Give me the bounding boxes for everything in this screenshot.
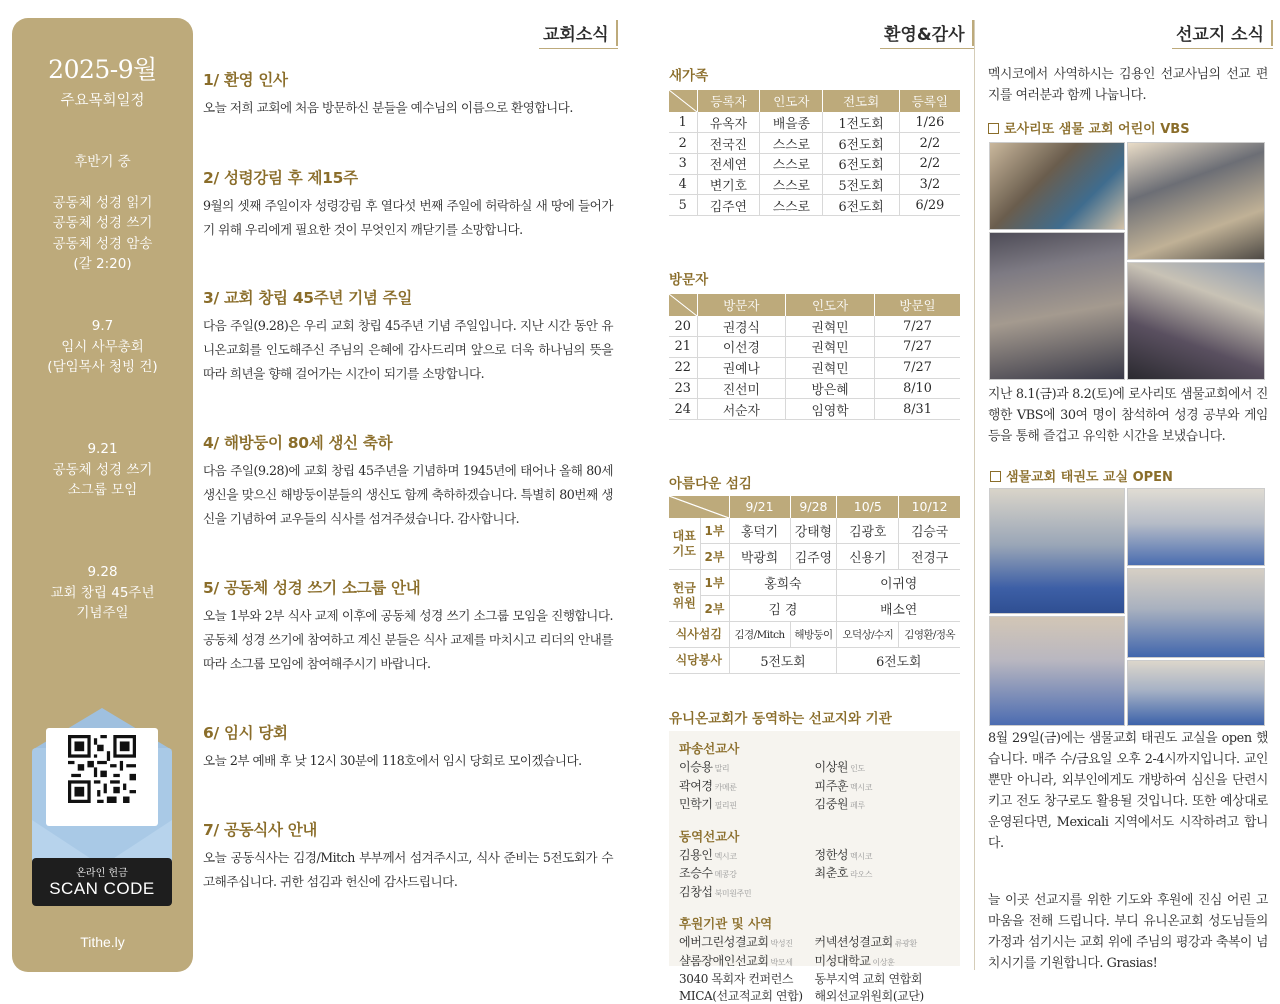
partner-entry: [815, 971, 951, 988]
partner-group: [679, 847, 950, 903]
table-corner: [669, 496, 729, 518]
tab-church-news: 교회소식: [539, 20, 613, 47]
table-row: [669, 174, 960, 195]
partner-name: 김중원: [815, 797, 849, 811]
news-title: 5/ 공동체 성경 쓰기 소그룹 안내: [203, 576, 613, 598]
partner-name: 김용인: [679, 848, 713, 862]
visitors-table: [669, 294, 960, 420]
table-cell: 1전도회: [823, 112, 899, 133]
partner-note: 라오스: [850, 870, 872, 879]
partner-entry: [679, 778, 815, 797]
news-body: 9월의 셋째 주일이자 성령강림 후 열다섯 번째 주일에 허락하실 새 땅에 들어가기 위해 우리에게 필요한 것이 무엇인지 깨닫기를 소망합니다.: [203, 194, 613, 242]
partner-entry: [815, 865, 951, 884]
partner-entry: [815, 953, 951, 972]
taekwondo-photo-4: [989, 616, 1125, 726]
taekwondo-heading-text: 샘물교회 태권도 교실 OPEN: [1006, 470, 1173, 485]
partner-entry: [815, 988, 951, 1004]
taekwondo-photo-1: [989, 488, 1125, 614]
taekwondo-heading: [990, 466, 1173, 485]
partner-name: 정한성: [815, 848, 849, 862]
partner-note: 멕시코: [850, 852, 872, 861]
vbs-photo-2: [1127, 142, 1265, 260]
schedule-sidebar: [12, 18, 193, 972]
partner-note: 류광환: [895, 939, 917, 948]
table-header: 10/12: [899, 496, 960, 518]
partner-name: 조승수: [679, 866, 713, 880]
qr-code-icon[interactable]: [68, 735, 136, 803]
vbs-heading: [988, 118, 1268, 137]
part-label: 1부: [700, 570, 729, 596]
schedule-date: 9.21: [12, 439, 193, 460]
partner-name: 곽여경: [679, 779, 713, 793]
table-cell: 배소연: [837, 596, 960, 622]
table-header: 전도회: [823, 90, 899, 112]
table-cell: 김경/Mitch: [729, 622, 790, 648]
taekwondo-photo-5: [1127, 660, 1265, 726]
schedule-line: (갈 2:20): [12, 254, 193, 275]
table-cell: 박광희: [729, 544, 790, 570]
table-header: 등록일: [899, 90, 960, 112]
mission-partners-box: [669, 731, 960, 966]
table-cell: 스스로: [760, 133, 823, 154]
tab-missionary-news: 선교지 소식: [1172, 20, 1268, 47]
scan-code-label: SCAN CODE: [32, 879, 172, 899]
mission-intro: 멕시코에서 사역하시는 김용인 선교사님의 선교 편지를 여러분과 함께 나눕니다.: [988, 64, 1268, 106]
partner-note: 페루: [850, 801, 865, 810]
partner-entry: [815, 796, 951, 815]
partner-note: 북미원주민: [715, 889, 752, 898]
taekwondo-photo-3: [1127, 568, 1265, 658]
table-cell: 홍희숙: [729, 570, 837, 596]
news-title: 7/ 공동식사 안내: [203, 818, 613, 840]
table-cell: 6전도회: [823, 153, 899, 174]
schedule-line: 공동체 성경 쓰기: [12, 460, 193, 481]
table-cell: 6/29: [899, 195, 960, 216]
table-cell: 오덕상/수지: [837, 622, 899, 648]
news-item-4: [203, 431, 613, 531]
vbs-description: 지난 8.1(금)과 8.2(토)에 로사리또 샘물교회에서 진행한 VBS에 30여 명이 참석하여 성경 공부와 게임 등을 통해 즐겁고 유익한 시간을 보냈습니다.: [988, 384, 1268, 447]
news-body: 다음 주일(9.28)에 교회 창립 45주년을 기념하며 1945년에 태어나 올해 80세 생신을 맞으신 해방둥이분들의 생신도 함께 축하하겠습니다. 특별히 80번째 생신을 기념하여 교우들의 식사를 섬겨주셨습니다. 감사합니다.: [203, 459, 613, 531]
checkbox-square-icon: [990, 471, 1001, 482]
schedule-line: 후반기 중: [12, 152, 193, 173]
partner-entry: [815, 759, 951, 778]
service-table: [669, 496, 960, 675]
table-cell: 4: [669, 174, 697, 195]
table-cell: 6전도회: [823, 195, 899, 216]
schedule-line: 소그룹 모임: [12, 480, 193, 501]
table-cell: 전경구: [899, 544, 960, 570]
table-cell: 권혁민: [786, 316, 875, 337]
part-label: 2부: [700, 596, 729, 622]
news-body: 오늘 저희 교회에 처음 방문하신 분들을 예수님의 이름으로 환영합니다.: [203, 96, 613, 120]
table-cell: 23: [669, 378, 697, 399]
partner-name: 김창섭: [679, 885, 713, 899]
partner-name: MICA(선교적교회 연합): [679, 989, 803, 1003]
table-cell: 22: [669, 357, 697, 378]
table-cell: 6전도회: [837, 648, 960, 674]
table-cell: 7/27: [874, 337, 960, 358]
table-cell: 6전도회: [823, 133, 899, 154]
partner-entry: [679, 971, 815, 988]
table-header: 인도자: [760, 90, 823, 112]
partner-entry: [679, 796, 815, 815]
table-cell: 해방둥이: [790, 622, 837, 648]
schedule-line: 기념주일: [12, 603, 193, 624]
partner-group: [679, 934, 950, 1004]
table-cell: 1/26: [899, 112, 960, 133]
schedule-line: 공동체 성경 쓰기: [12, 213, 193, 234]
table-cell: 5전도회: [729, 648, 837, 674]
sidebar-year-month: 2025-9월: [12, 50, 193, 86]
schedule-line: 공동체 성경 암송: [12, 234, 193, 255]
table-cell: 이선경: [697, 337, 786, 358]
table-cell: 진선미: [697, 378, 786, 399]
table-cell: 권경식: [697, 316, 786, 337]
partner-name: 샬롬장애인선교회: [679, 954, 769, 968]
table-cell: 김 경: [729, 596, 837, 622]
tab-welcome-thanks: 환영&감사: [880, 20, 969, 47]
partner-entry: [679, 865, 815, 884]
partner-group-head: 후원기관 및 사역: [679, 914, 950, 932]
partner-note: 박모세: [771, 958, 793, 967]
partner-entry: [815, 934, 951, 953]
table-cell: 김광호: [837, 518, 899, 544]
table-cell: 5전도회: [823, 174, 899, 195]
table-cell: 서순자: [697, 399, 786, 420]
table-cell: 2: [669, 133, 697, 154]
partner-note: 박성진: [771, 939, 793, 948]
visitors-title: 방문자: [669, 268, 960, 288]
table-cell: 8/31: [874, 399, 960, 420]
schedule-line: 교회 창립 45주년: [12, 583, 193, 604]
sidebar-subtitle: 주요목회일정: [12, 89, 193, 110]
vbs-photo-1: [989, 142, 1125, 230]
schedule-line: 임시 사무총회: [12, 337, 193, 358]
mission-closing: 늘 이곳 선교지를 위한 기도와 후원에 진심 어린 고마움을 전해 드립니다. 부디 유니온교회 성도님들의 가정과 섬기시는 교회 위에 주님의 평강과 축복이 넘치시기를 기원합니다. Grasias!: [988, 890, 1268, 974]
partner-entry: [679, 759, 815, 778]
schedule-block-2: [12, 316, 193, 378]
table-header: 등록자: [697, 90, 760, 112]
news-item-3: [203, 286, 613, 386]
schedule-date: 9.7: [12, 316, 193, 337]
mission-partners-title: 유니온교회가 동역하는 선교지와 기관: [669, 707, 892, 727]
news-body: 오늘 2부 예배 후 낮 12시 30분에 118호에서 임시 당회로 모이겠습니다.: [203, 749, 613, 773]
table-row: [669, 133, 960, 154]
table-cell: 홍덕기: [729, 518, 790, 544]
news-title: 3/ 교회 창립 45주년 기념 주일: [203, 286, 613, 308]
table-cell: 임영학: [786, 399, 875, 420]
missionary-news-column: [988, 64, 1268, 137]
partner-entry: [679, 847, 815, 866]
partner-note: 말리: [715, 764, 730, 773]
table-cell: 24: [669, 399, 697, 420]
table-cell: 변기호: [697, 174, 760, 195]
partner-note: 카메룬: [715, 783, 737, 792]
table-cell: 권예나: [697, 357, 786, 378]
scan-code-button[interactable]: [32, 858, 172, 906]
checkbox-square-icon: [988, 123, 999, 134]
table-cell: 2/2: [899, 133, 960, 154]
table-row: [669, 399, 960, 420]
table-cell: 신용기: [837, 544, 899, 570]
part-label: 2부: [700, 544, 729, 570]
table-cell: 스스로: [760, 153, 823, 174]
table-cell: 배을종: [760, 112, 823, 133]
news-title: 6/ 임시 당회: [203, 721, 613, 743]
table-corner: [669, 294, 697, 316]
part-label: 1부: [700, 518, 729, 544]
news-body: 다음 주일(9.28)은 우리 교회 창립 45주년 기념 주일입니다. 지난 시간 동안 유니온교회를 인도해주신 주님의 은혜에 감사드리며 앞으로 더욱 하나님의 뜻을 따라 희년을 향해 걸어가는 시간이 되기를 소망합니다.: [203, 314, 613, 386]
table-cell: 3/2: [899, 174, 960, 195]
visitors-rows: [669, 316, 960, 419]
partner-note: 인도: [850, 764, 865, 773]
news-title: 1/ 환영 인사: [203, 68, 613, 90]
table-cell: 7/27: [874, 316, 960, 337]
vbs-photo-3: [989, 232, 1125, 380]
table-cell: 김주영: [790, 544, 837, 570]
news-item-6: [203, 721, 613, 773]
table-header: 인도자: [786, 294, 875, 316]
row-head-meal: 식사섬김: [669, 622, 729, 648]
partner-name: 최춘호: [815, 866, 849, 880]
partner-note: 멕시코: [715, 852, 737, 861]
news-item-1: [203, 68, 613, 120]
news-title: 4/ 해방둥이 80세 생신 축하: [203, 431, 613, 453]
newcomers-rows: [669, 112, 960, 215]
taekwondo-description: 8월 29일(금)에는 샘물교회 태권도 교실을 open 했습니다. 매주 수/금요일 오후 2-4시까지입니다. 교인뿐만 아니라, 외부인에게도 개방하여 심신을 단련시키고 전도 창구로도 활용될 것입니다. 또한 예상대로 운영된다면, Mexicali 지역에서도 시작하려고 합니다.: [988, 728, 1268, 854]
table-cell: 강태형: [790, 518, 837, 544]
partner-note: 이상훈: [872, 958, 894, 967]
schedule-date: 9.28: [12, 562, 193, 583]
partner-note: 메콩강: [715, 870, 737, 879]
table-cell: 3: [669, 153, 697, 174]
partner-entry: [679, 884, 815, 903]
row-head-prayer: 대표 기도: [669, 518, 700, 570]
vbs-heading-text: 로사리또 샘물 교회 어린이 VBS: [1004, 122, 1190, 137]
table-row: [669, 357, 960, 378]
tithe-link[interactable]: Tithe.ly: [12, 934, 193, 950]
schedule-block-3: [12, 439, 193, 501]
table-cell: 권혁민: [786, 337, 875, 358]
table-cell: 20: [669, 316, 697, 337]
table-cell: 2/2: [899, 153, 960, 174]
table-cell: 권혁민: [786, 357, 875, 378]
table-cell: 김승국: [899, 518, 960, 544]
schedule-block-4: [12, 562, 193, 624]
news-item-5: [203, 576, 613, 676]
table-cell: 전국진: [697, 133, 760, 154]
table-cell: 5: [669, 195, 697, 216]
column-divider: [974, 20, 975, 970]
partner-entry: [679, 988, 815, 1004]
schedule-block-1: [12, 152, 193, 275]
partner-name: 3040 목회자 컨퍼런스: [679, 972, 793, 986]
service-title: 아름다운 섬김: [669, 472, 960, 492]
taekwondo-photo-2: [1127, 488, 1265, 566]
table-row: [669, 316, 960, 337]
row-head-offering: 헌금 위원: [669, 570, 700, 622]
partner-note: 필리핀: [715, 801, 737, 810]
table-header: 9/21: [729, 496, 790, 518]
table-header: 방문일: [874, 294, 960, 316]
table-cell: 김영환/정옥: [899, 622, 960, 648]
table-header: 9/28: [790, 496, 837, 518]
online-offering-envelope[interactable]: [32, 708, 172, 908]
table-cell: 이귀영: [837, 570, 960, 596]
partner-name: 미성대학교: [815, 954, 871, 968]
partner-entry: [679, 953, 815, 972]
table-header: 10/5: [837, 496, 899, 518]
table-cell: 스스로: [760, 174, 823, 195]
table-cell: 방은혜: [786, 378, 875, 399]
partner-group-head: 파송선교사: [679, 739, 950, 757]
schedule-line: (담임목사 청빙 건): [12, 357, 193, 378]
news-title: 2/ 성령강림 후 제15주: [203, 166, 613, 188]
newcomers-table: [669, 90, 960, 216]
schedule-line: 공동체 성경 읽기: [12, 193, 193, 214]
table-cell: 8/10: [874, 378, 960, 399]
table-row: [669, 112, 960, 133]
partner-name: 에버그린성결교회: [679, 935, 769, 949]
table-cell: 1: [669, 112, 697, 133]
partner-name: 이상원: [815, 760, 849, 774]
partner-name: 민학기: [679, 797, 713, 811]
partner-group: [679, 759, 950, 815]
scan-code-caption: 온라인 헌금: [32, 858, 172, 879]
table-cell: 스스로: [760, 195, 823, 216]
partner-name: 피주훈: [815, 779, 849, 793]
partner-name: 커넥션성결교회: [815, 935, 893, 949]
table-cell: 김주연: [697, 195, 760, 216]
partner-group-head: 동역선교사: [679, 827, 950, 845]
partner-name: 해외선교위원회(교단): [815, 989, 924, 1003]
schedule-spacer: [12, 173, 193, 193]
table-row: [669, 195, 960, 216]
partner-name: 이승용: [679, 760, 713, 774]
news-body: 오늘 1부와 2부 식사 교제 이후에 공동체 성경 쓰기 소그룹 모임을 진행합니다. 공동체 성경 쓰기에 참여하고 계신 분들은 식사 교제를 마치시고 리더의 안내를 따라 소그룹 모임에 참여해주시기 바랍니다.: [203, 604, 613, 676]
welcome-column: [669, 64, 960, 674]
news-item-2: [203, 166, 613, 242]
table-row: [669, 337, 960, 358]
partner-entry: [815, 778, 951, 797]
partner-note: 멕시코: [850, 783, 872, 792]
table-header: 방문자: [697, 294, 786, 316]
news-item-7: [203, 818, 613, 894]
table-corner: [669, 90, 697, 112]
partner-entry: [815, 847, 951, 866]
table-cell: 유옥자: [697, 112, 760, 133]
table-row: [669, 378, 960, 399]
vbs-photo-4: [1127, 262, 1265, 380]
table-cell: 7/27: [874, 357, 960, 378]
partner-name: 동부지역 교회 연합회: [815, 972, 923, 986]
partner-entry: [679, 934, 815, 953]
news-body: 오늘 공동식사는 김경/Mitch 부부께서 섬겨주시고, 식사 준비는 5전도회가 수고해주십니다. 귀한 섬김과 헌신에 감사드립니다.: [203, 846, 613, 894]
newcomers-title: 새가족: [669, 64, 960, 84]
table-row: [669, 153, 960, 174]
table-cell: 21: [669, 337, 697, 358]
table-cell: 전세연: [697, 153, 760, 174]
row-head-kitchen: 식당봉사: [669, 648, 729, 674]
